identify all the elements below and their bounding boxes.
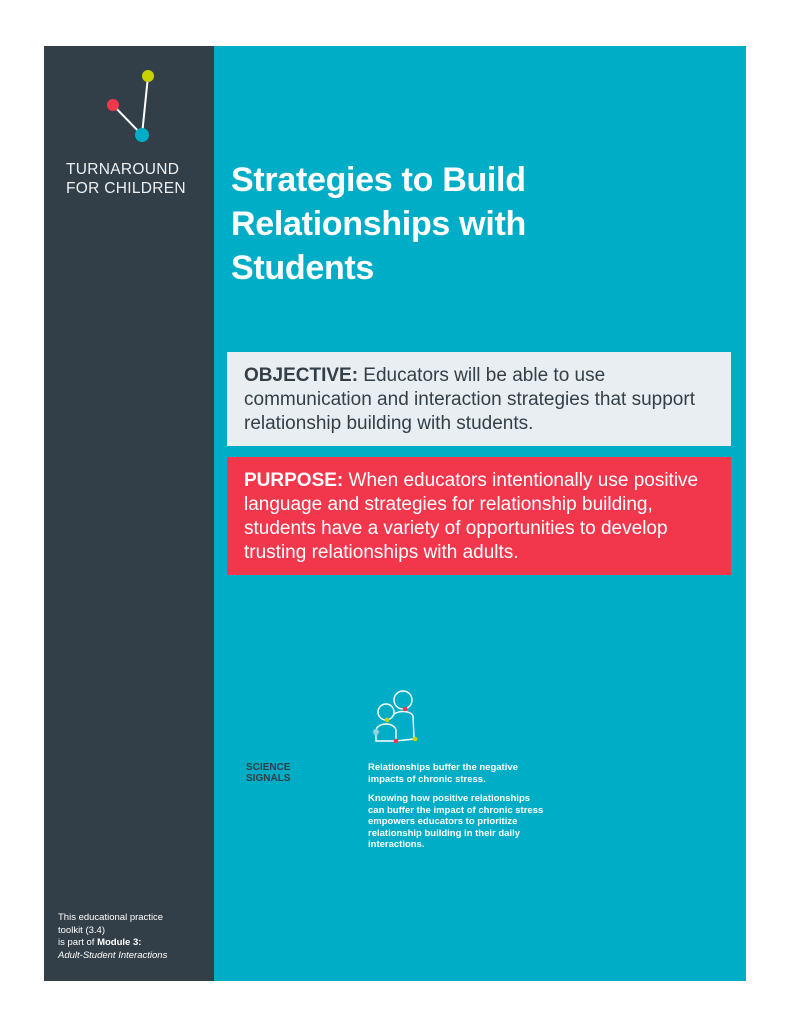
science-signals-text	[368, 762, 548, 859]
purpose-text: When educators intentionally use positive language and strategies for relationship building, students have a variety of opportunities to develop trusting relationships with adults.	[244, 470, 699, 563]
module-footnote	[58, 912, 167, 962]
signals-body: Knowing how positive relationships can buffer the impact of chronic stress empowers educators to prioritize relationship building in their daily interactions.	[368, 793, 544, 850]
footnote-line-1: This educational practice	[58, 912, 164, 923]
brand-line-1: TURNAROUND	[66, 161, 180, 178]
objective-label: OBJECTIVE:	[244, 365, 359, 386]
turnaround-logo-icon	[100, 68, 160, 158]
signals-label-line-2: SIGNALS	[246, 773, 291, 784]
brand-line-2: FOR CHILDREN	[66, 180, 186, 197]
signals-label-line-1: SCIENCE	[246, 762, 291, 773]
objective-text: Educators will be able to use communication and interaction strategies that support relationship building with students.	[244, 365, 695, 434]
sidebar	[44, 46, 214, 981]
adult-student-relationship-icon	[366, 686, 430, 750]
footnote-line-3	[58, 937, 167, 950]
module-label: Module 3:	[97, 937, 142, 948]
main-content	[214, 46, 746, 981]
signals-headline: Relationships buffer the negative impacts of chronic stress.	[368, 762, 518, 785]
science-signals-label	[246, 762, 290, 784]
document-page	[44, 46, 746, 981]
module-title: Adult-Student Interactions	[58, 949, 168, 961]
footnote-prefix: is part of	[58, 937, 98, 948]
page-title: Strategies to Build Relationships with Students	[231, 161, 526, 287]
objective-box	[227, 352, 731, 446]
purpose-label: PURPOSE:	[244, 470, 344, 491]
purpose-box	[227, 457, 731, 575]
footnote-line-2: toolkit (3.4)	[58, 924, 105, 936]
brand-name	[66, 160, 186, 198]
